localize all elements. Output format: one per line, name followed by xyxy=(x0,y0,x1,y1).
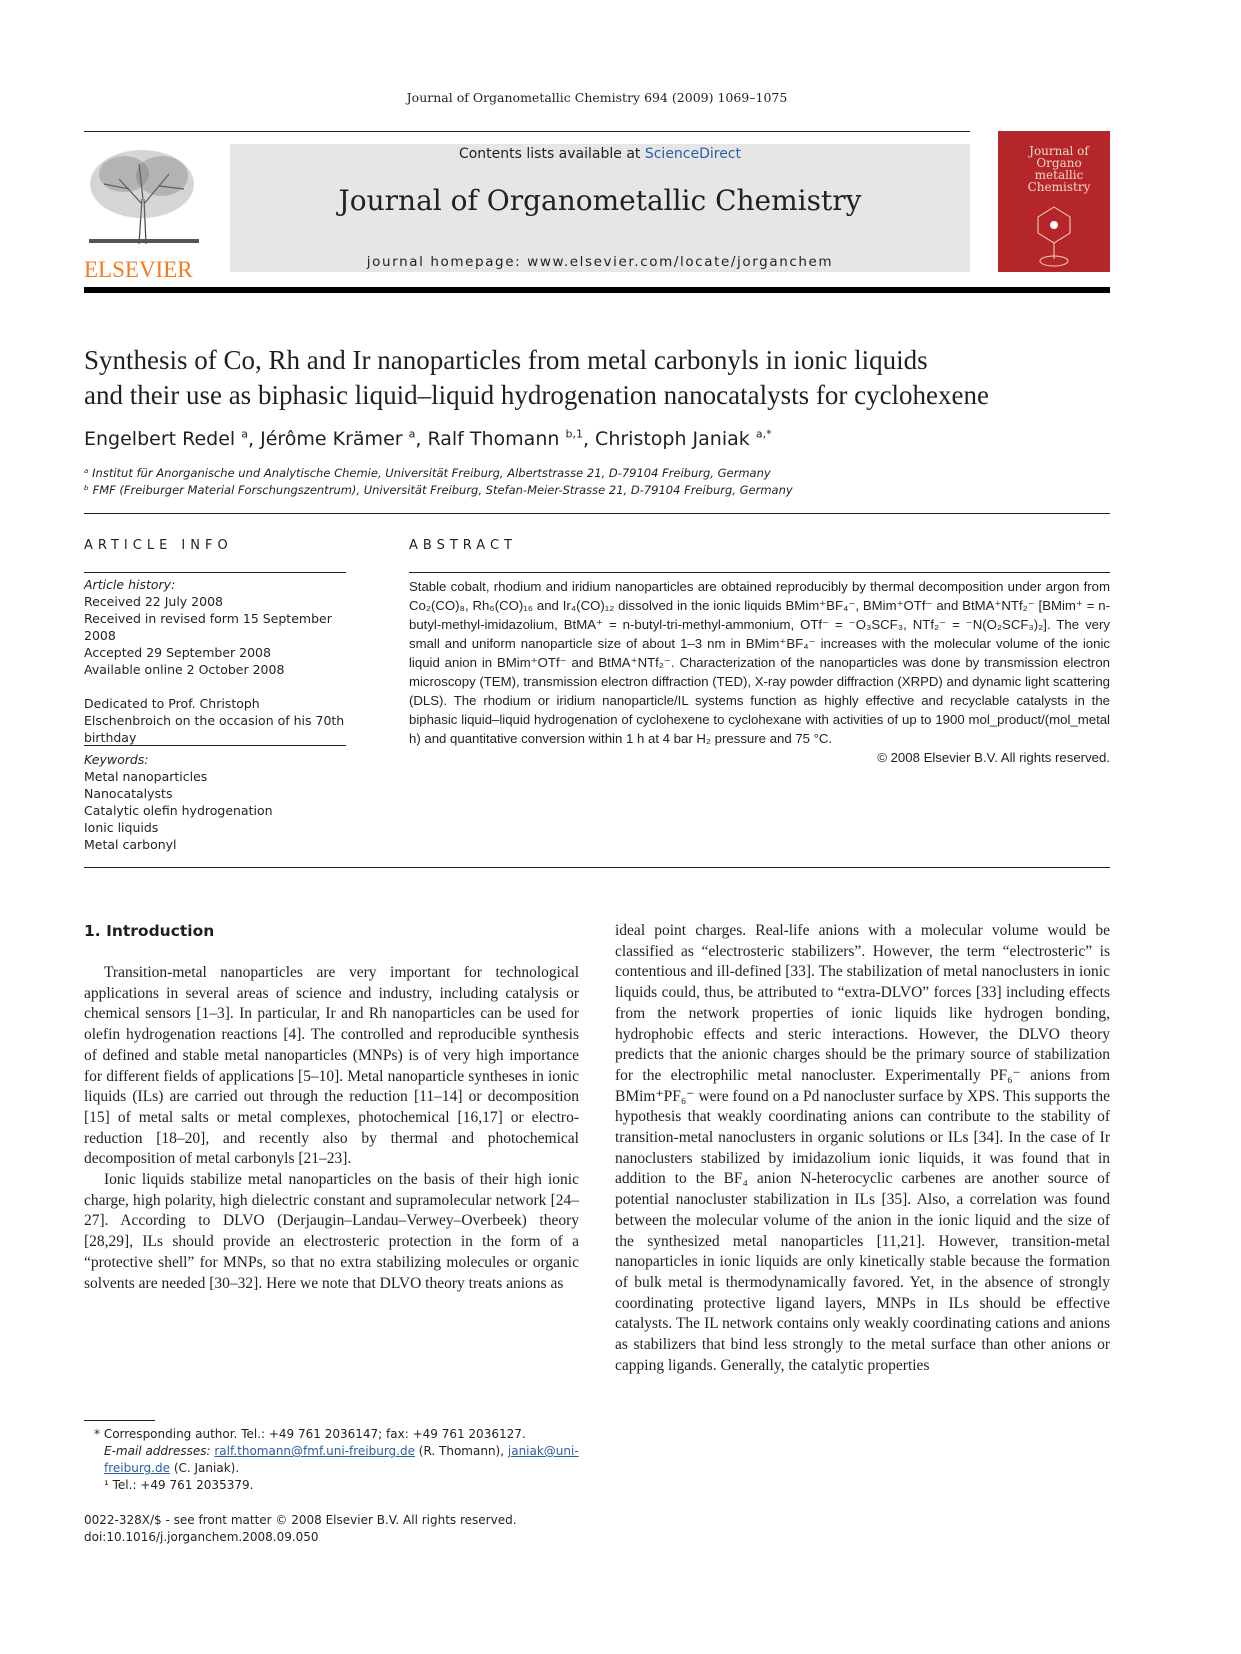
author[interactable]: Christoph Janiak $^{a,*}$ xyxy=(595,428,772,451)
email-link[interactable]: janiak@uni-freiburg.de xyxy=(104,1444,579,1475)
keyword: Catalytic olefin hydrogenation xyxy=(84,803,273,818)
abstract-heading: ABSTRACT xyxy=(409,538,517,553)
cover-title: Journal of Organo metallic Chemistry xyxy=(1027,144,1091,194)
affiliation: ᵃ Institut für Anorganische und Analytische Chemie, Universität Freiburg, Albertstrasse 21, D-79104 Freiburg, Germany xyxy=(84,466,771,480)
journal-homepage[interactable]: journal homepage: www.elsevier.com/locate/jorganchem xyxy=(366,254,834,270)
left-column xyxy=(84,963,579,1294)
author[interactable]: Jérôme Krämer $^a$ xyxy=(260,428,416,451)
elsevier-logo xyxy=(84,144,204,282)
journal-title: Journal of Organometallic Chemistry xyxy=(338,184,862,217)
divider xyxy=(409,572,1110,573)
divider xyxy=(84,867,1110,868)
paragraph: ideal point charges. Real-life anions with a molecular volume would be classified as “electrosteric stabilizers”. However, the term “electrosteric” is contentious and ill-defined [33]. The stabilization of metal nanoclusters in ionic liquids could, thus, be attributed to “extra-DLVO” forces [33] including effects from the network properties of ionic liquids like hydrogen bonding, hydrophobic effects and steric interactions. However, the DLVO theory predicts that the anionic charges should be the primary source of stabilization for the electrophilic metal nanocluster. Experimentally PF₆⁻ anions from BMim⁺PF₆⁻ were found on a Pd nanocluster surface by XPS. This supports the hypothesis that weakly coordinating anions can contribute to the stability of transition-metal nanoclusters in organic solutions or ILs [34]. In the case of Ir nanoclusters stabilized by imidazolium ionic liquids, it was found that in addition to the BF₄ anion N-heterocyclic carbenes are another source of potential nanocluster stabilization in ILs [35]. Also, a correlation was found between the molecular volume of the anion in the ionic liquid and the size of the synthesized metal nanoparticles [11,21]. However, transition-metal nanoparticles in ionic liquids are only kinetically stable because the formation of bulk metal is thermodynamically favored. Yet, in the absence of strongly coordinating protective ligand layers, MNPs in ILs should be effective catalysts. The IL network contains only weakly coordinating cations and anions as stabilizers that bind less strongly to the metal surface than other anions or capping ligands. Generally, the catalytic properties xyxy=(615,922,1110,1374)
paragraph: Transition-metal nanoparticles are very important for technological applications in several areas of science and industry, including catalysis or chemical sensors [1–3]. In particular, Ir and Rh nanoparticles can be used for olefin hydrogenation reactions [4]. The controlled and reproducible synthesis of defined and stable metal nanoparticles (MNPs) is of very high importance for different fields of applications [5–10]. Metal nanoparticle syntheses in ionic liquids (ILs) are carried out through the reduction [11–14] or decomposition [15] of metal salts or metal complexes, photochemical [16,17] or electro-reduction [18–20], and recently also by thermal and photochemical decomposition of metal carbonyls [21–23]. xyxy=(84,964,579,1168)
molecule-icon xyxy=(1024,199,1084,269)
email-link[interactable]: ralf.thomann@fmf.uni-freiburg.de xyxy=(214,1444,415,1458)
footnotes: * Corresponding author. Tel.: +49 761 2036147; fax: +49 761 2036127. E-mail addresses: ralf.thomann@fmf.uni-freiburg.de (R. Thomann), janiak@uni-freiburg.de (C. Janiak). ¹ Tel.: +49 761 2035379. xyxy=(94,1427,579,1492)
affiliation: ᵇ FMF (Freiburger Material Forschungszentrum), Universität Freiburg, Stefan-Meier-Strasse 21, D-79104 Freiburg, Germany xyxy=(84,483,793,497)
author-list: Engelbert Redel $^a$, Jérôme Krämer $^a$, Ralf Thomann $^{b,1}$, Christoph Janiak $^{a,*}$ xyxy=(84,428,772,451)
title-line: Synthesis of Co, Rh and Ir nanoparticles from metal carbonyls in ionic liquids xyxy=(84,345,928,375)
paragraph: Ionic liquids stabilize metal nanoparticles on the basis of their high ionic charge, high polarity, high dielectric constant and supramolecular network [24–27]. According to DLVO (Derjaugin–Landau–Verwey–Overbeek) theory [28,29], ILs should provide an electrosteric protection in the form of a “protective shell” for MNPs, so that no extra stabilizing molecules or organic solvents are needed [30–32]. Here we note that DLVO theory treats anions as xyxy=(84,1171,579,1292)
abstract xyxy=(409,577,1110,767)
article-history: Article history: Received 22 July 2008 Received in revised form 15 September 2008 Accepted 29 September 2008 Available online 2 October 2008 Dedicated to Prof. Christoph Elschenbroich on the occasion of his 70th birthday xyxy=(84,577,345,745)
section-heading: 1. Introduction xyxy=(84,922,215,940)
keyword: Metal carbonyl xyxy=(84,837,177,852)
author[interactable]: Engelbert Redel $^a$ xyxy=(84,428,248,451)
abstract-text: Stable cobalt, rhodium and iridium nanoparticles are obtained reproducibly by thermal decomposition under argon from Co₂(CO)₈, Rh₆(CO)₁₆ and Ir₄(CO)₁₂ dissolved in the ionic liquids BMim⁺BF₄⁻, BMim⁺OTf⁻ and BtMA⁺NTf₂⁻ [BMim⁺ = n-butyl-methyl-imidazolium, BtMA⁺ = n-butyl-tri-methyl-ammonium, OTf⁻ = ⁻O₃SCF₃, NTf₂⁻ = ⁻N(O₂SCF₃)₂]. The very small and uniform nanoparticle size of about 1–3 nm in BMim⁺BF₄⁻ increases with the molecular volume of the ionic liquid anion in BMim⁺OTf⁻ and BtMA⁺NTf₂⁻. Characterization of the nanoparticles was done by transmission electron microscopy (TEM), transmission electron diffraction (TED), X-ray powder diffraction (XRPD) and dynamic light scattering (DLS). The rhodium or iridium nanoparticle/IL systems function as highly effective and recyclable catalysts in the biphasic liquid–liquid hydrogenation of cyclohexene to cyclohexane with activities of up to 1900 mol_product/(mol_metal h) and quantitative conversion within 1 h at 4 bar H₂ pressure and 75 °C. xyxy=(409,579,1110,746)
copyright: © 2008 Elsevier B.V. All rights reserved. xyxy=(877,750,1110,765)
contents-text: Contents lists available at xyxy=(458,146,645,162)
sciencedirect-link[interactable]: ScienceDirect xyxy=(644,146,742,162)
keyword: Metal nanoparticles xyxy=(84,769,208,784)
dedication: Dedicated to Prof. Christoph Elschenbroich on the occasion of his 70th birthday xyxy=(84,696,345,745)
elsevier-tree-icon xyxy=(84,144,204,249)
keyword: Nanocatalysts xyxy=(84,786,173,801)
footnote-divider xyxy=(84,1420,155,1421)
right-column xyxy=(615,921,1110,1376)
journal-banner xyxy=(230,144,970,272)
author[interactable]: Ralf Thomann $^{b,1}$ xyxy=(427,428,583,451)
elsevier-wordmark: ELSEVIER xyxy=(84,257,193,282)
keyword: Ionic liquids xyxy=(84,820,159,835)
issn-line: 0022-328X/$ - see front matter © 2008 Elsevier B.V. All rights reserved. xyxy=(84,1513,517,1527)
article-info-heading: ARTICLE INFO xyxy=(84,538,233,553)
divider xyxy=(84,745,346,746)
divider xyxy=(84,572,346,573)
thick-divider xyxy=(84,287,1110,293)
divider xyxy=(84,131,970,132)
keywords: Keywords: Metal nanoparticles Nanocatalysts Catalytic olefin hydrogenation Ionic liquids Metal carbonyl xyxy=(84,751,346,853)
divider xyxy=(84,513,1110,514)
article-title xyxy=(84,343,1224,413)
title-line: and their use as biphasic liquid–liquid hydrogenation nanocatalysts for cyclohexene xyxy=(84,380,990,410)
journal-cover xyxy=(998,131,1110,272)
journal-citation: Journal of Organometallic Chemistry 694 (2009) 1069–1075 xyxy=(406,90,788,105)
doi[interactable]: doi:10.1016/j.jorganchem.2008.09.050 xyxy=(84,1530,319,1544)
